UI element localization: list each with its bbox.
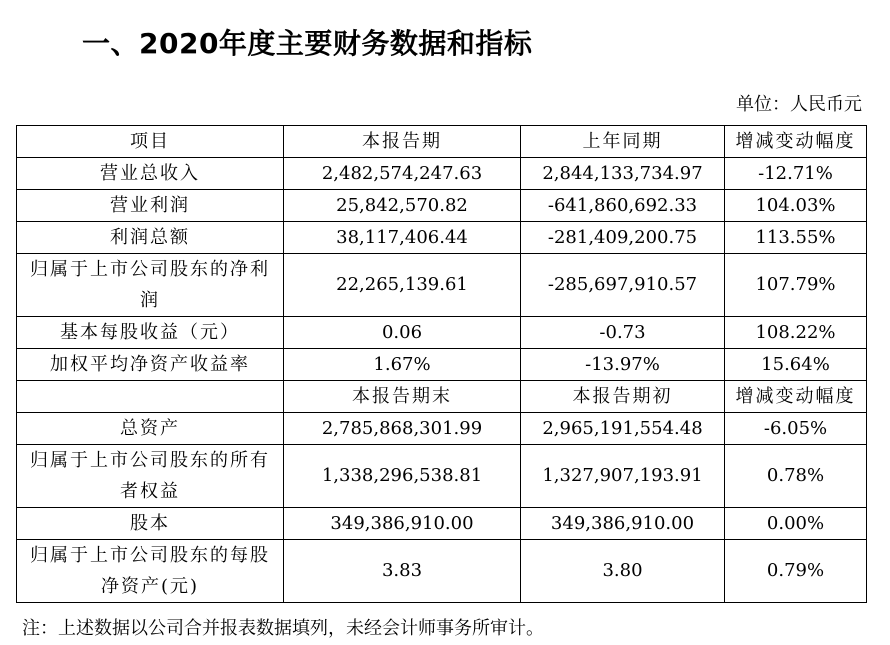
row-item: 基本每股收益（元）	[17, 317, 284, 349]
row-prior: -13.97%	[521, 349, 725, 381]
row-change: -12.71%	[725, 158, 867, 190]
table-row	[17, 413, 867, 445]
row-current: 25,842,570.82	[284, 190, 521, 222]
row-item: 股本	[17, 508, 284, 540]
row-prior: 2,844,133,734.97	[521, 158, 725, 190]
row-prior: -0.73	[521, 317, 725, 349]
row-change: 104.03%	[725, 190, 867, 222]
row-current: 22,265,139.61	[284, 254, 521, 317]
header-prior-period: 上年同期	[521, 126, 725, 158]
subheader-period-start: 本报告期初	[521, 381, 725, 413]
row-item: 归属于上市公司股东的所有者权益	[17, 445, 284, 508]
row-item: 归属于上市公司股东的净利润	[17, 254, 284, 317]
row-current: 2,482,574,247.63	[284, 158, 521, 190]
table-row	[17, 540, 867, 603]
row-prior: -285,697,910.57	[521, 254, 725, 317]
row-change: 113.55%	[725, 222, 867, 254]
row-prior: 349,386,910.00	[521, 508, 725, 540]
subheader-period-end: 本报告期末	[284, 381, 521, 413]
row-change: -6.05%	[725, 413, 867, 445]
table-row	[17, 254, 867, 317]
table-row	[17, 190, 867, 222]
table-subheader-row	[17, 381, 867, 413]
row-current: 0.06	[284, 317, 521, 349]
table-row	[17, 445, 867, 508]
row-current: 1,338,296,538.81	[284, 445, 521, 508]
row-prior: 2,965,191,554.48	[521, 413, 725, 445]
footnote: 注：上述数据以公司合并报表数据填列，未经会计师事务所审计。	[22, 618, 544, 639]
financial-data-table	[16, 125, 867, 603]
table-header-row	[17, 126, 867, 158]
row-current: 2,785,868,301.99	[284, 413, 521, 445]
row-current: 38,117,406.44	[284, 222, 521, 254]
row-prior: 3.80	[521, 540, 725, 603]
row-current: 1.67%	[284, 349, 521, 381]
table-row	[17, 508, 867, 540]
table-row	[17, 349, 867, 381]
row-prior: -641,860,692.33	[521, 190, 725, 222]
row-change: 15.64%	[725, 349, 867, 381]
page-title: 一、2020年度主要财务数据和指标	[82, 27, 533, 60]
subheader-change: 增减变动幅度	[725, 381, 867, 413]
currency-unit: 单位：人民币元	[736, 94, 862, 115]
row-item: 加权平均净资产收益率	[17, 349, 284, 381]
header-change: 增减变动幅度	[725, 126, 867, 158]
row-current: 3.83	[284, 540, 521, 603]
row-item: 营业利润	[17, 190, 284, 222]
header-current-period: 本报告期	[284, 126, 521, 158]
subheader-item	[17, 381, 284, 413]
row-item: 归属于上市公司股东的每股净资产(元)	[17, 540, 284, 603]
table-row	[17, 158, 867, 190]
row-prior: 1,327,907,193.91	[521, 445, 725, 508]
row-prior: -281,409,200.75	[521, 222, 725, 254]
row-current: 349,386,910.00	[284, 508, 521, 540]
table-row	[17, 317, 867, 349]
row-item: 营业总收入	[17, 158, 284, 190]
table-row	[17, 222, 867, 254]
row-item: 总资产	[17, 413, 284, 445]
row-item: 利润总额	[17, 222, 284, 254]
row-change: 0.00%	[725, 508, 867, 540]
row-change: 107.79%	[725, 254, 867, 317]
row-change: 108.22%	[725, 317, 867, 349]
header-item: 项目	[17, 126, 284, 158]
row-change: 0.79%	[725, 540, 867, 603]
row-change: 0.78%	[725, 445, 867, 508]
